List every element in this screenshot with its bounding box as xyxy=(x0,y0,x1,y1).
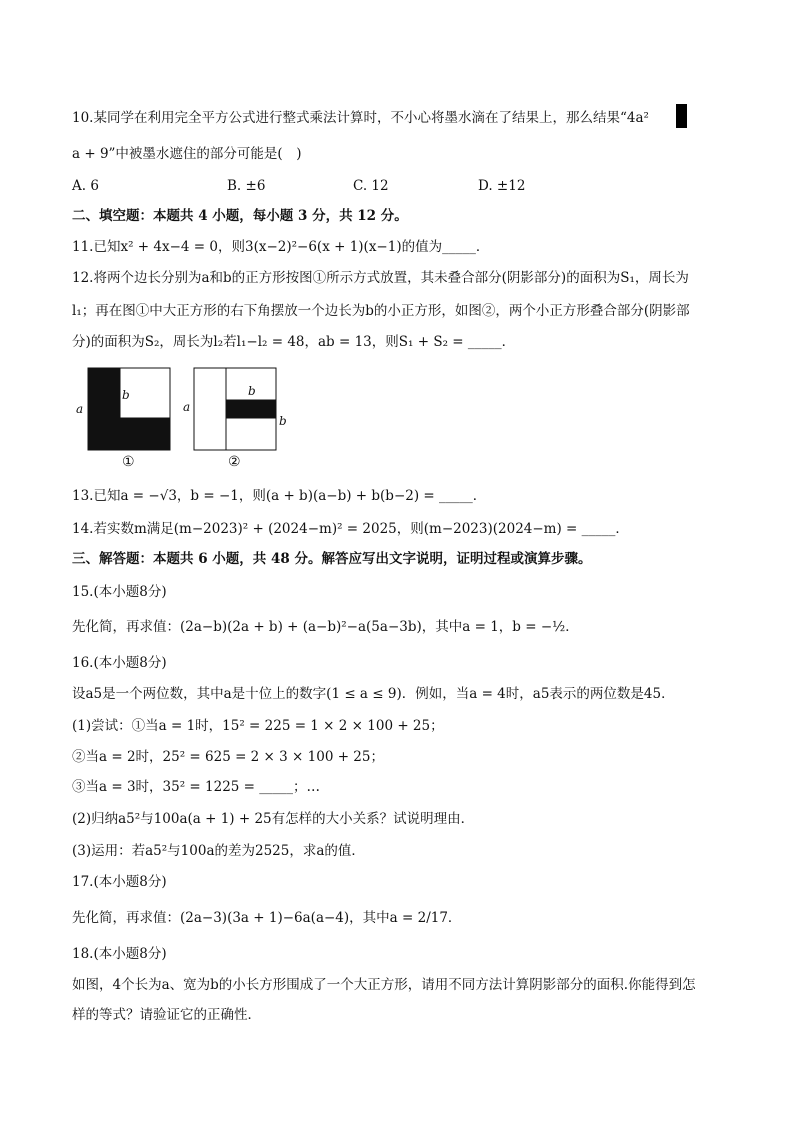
q11-text: 11.已知x² + 4x−4 = 0，则3(x−2)²−6(x + 1)(x−1)的值为_____． xyxy=(72,239,490,255)
q15-text: 先化简，再求值：(2a−b)(2a + b) + (a−b)²−a(5a−3b)，其中a = 1，b = −½． xyxy=(72,619,579,635)
q14-text: 14.若实数m满足(m−2023)² + (2024−m)² = 2025，则(m−2023)(2024−m) = _____． xyxy=(72,521,629,537)
figure-1-number: ① xyxy=(122,454,135,470)
q15-heading: 15.(本小题8分) xyxy=(72,584,167,600)
q13-text: 13.已知a = −√3，b = −1，则(a + b)(a−b) + b(b−2) = _____． xyxy=(72,488,487,504)
q12-line3: 分)的面积为S₂，周长为l₂若l₁−l₂ = 48，ab = 13，则S₁ + S₂ = _____． xyxy=(72,334,516,350)
q10-option-d: D. ±12 xyxy=(478,178,526,194)
figure-2 xyxy=(180,366,292,470)
figure-1-diagram xyxy=(76,366,176,452)
q12-line2: l₁；再在图①中大正方形的右下角摆放一个边长为b的小正方形，如图②，两个小正方形叠合部分(阴影部 xyxy=(72,303,690,319)
figure-2-number: ② xyxy=(228,454,241,470)
q16-try-2: ②当a = 2时，25² = 625 = 2 × 3 × 100 + 25； xyxy=(72,749,384,765)
section-fill-in-heading: 二、填空题：本题共 4 小题，每小题 3 分，共 12 分。 xyxy=(72,208,408,224)
q16-try-3: ③当a = 3时，35² = 1225 = _____；… xyxy=(72,779,321,795)
ink-blot xyxy=(676,104,687,128)
q18-line1: 如图，4个长为a、宽为b的小长方形围成了一个大正方形，请用不同方法计算阴影部分的面积.你能得到怎 xyxy=(72,977,696,993)
q10-option-a: A. 6 xyxy=(72,178,99,194)
q17-text: 先化简，再求值：(2a−3)(3a + 1)−6a(a−4)，其中a = 2/17． xyxy=(72,910,462,926)
q10-line2: a + 9”中被墨水遮住的部分可能是( ) xyxy=(72,146,302,162)
q18-line2: 样的等式？请验证它的正确性． xyxy=(72,1007,261,1023)
q16-part-2: (2)归纳a5²与100a(a + 1) + 25有怎样的大小关系？试说明理由． xyxy=(72,811,475,827)
figure-1 xyxy=(76,366,176,470)
q10-option-c: C. 12 xyxy=(353,178,389,194)
figure-1-label-a: a xyxy=(76,402,84,416)
figure-2-diagram xyxy=(180,366,292,452)
q18-heading: 18.(本小题8分) xyxy=(72,946,167,962)
figure-1-label-b: b xyxy=(122,388,130,402)
q10-option-b: B. ±6 xyxy=(227,178,266,194)
q10-line1: 10.某同学在利用完全平方公式进行整式乘法计算时，不小心将墨水滴在了结果上，那么结果“4a² xyxy=(72,110,649,126)
q16-heading: 16.(本小题8分) xyxy=(72,655,167,671)
figure-2-label-b-top: b xyxy=(248,384,256,398)
q17-heading: 17.(本小题8分) xyxy=(72,874,167,890)
q16-try-1: (1)尝试：①当a = 1时，15² = 225 = 1 × 2 × 100 + 25； xyxy=(72,718,444,734)
section-answer-heading: 三、解答题：本题共 6 小题，共 48 分。解答应写出文字说明，证明过程或演算步骤。 xyxy=(72,551,592,567)
q12-line1: 12.将两个边长分别为a和b的正方形按图①所示方式放置，其未叠合部分(阴影部分)的面积为S₁，周长为 xyxy=(72,270,689,286)
figure-2-label-a: a xyxy=(183,400,191,414)
figure-2-label-b-side: b xyxy=(279,414,287,428)
q16-part-3: (3)运用：若a5²与100a的差为2525，求a的值． xyxy=(72,843,365,859)
q16-intro: 设a5是一个两位数，其中a是十位上的数字(1 ≤ a ≤ 9)．例如，当a = 4时，a5表示的两位数是45． xyxy=(72,686,675,702)
